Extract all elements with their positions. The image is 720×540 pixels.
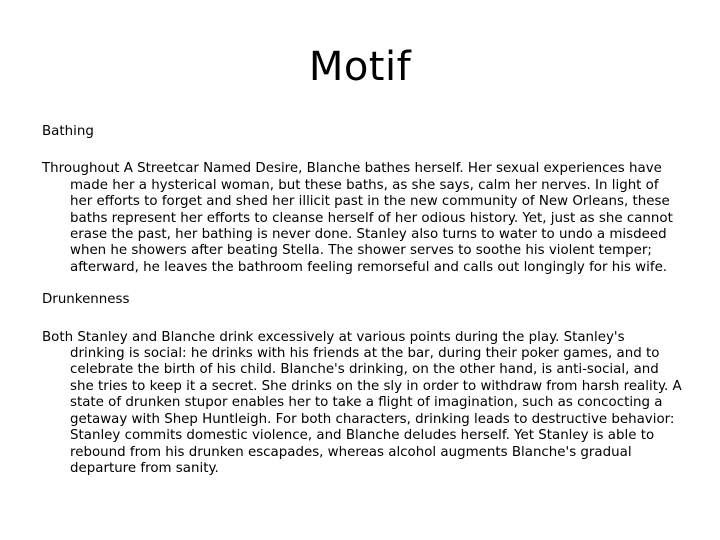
section-heading-bathing: Bathing	[42, 124, 94, 139]
section-text-bathing: Throughout A Streetcar Named Desire, Blanche bathes herself. Her sexual experiences have made her a hysterical woman, but these baths, as she says, calm her nerves. In light of her efforts to forget and shed her illicit past in the new community of New Orleans, these baths represent her efforts to cleanse herself of her odious history. Yet, just as she cannot erase the past, her bathing is never done. Stanley also turns to water to undo a misdeed when he showers after beating Stella. The shower serves to soothe his violent temper; afterward, he leaves the bathroom feeling remorseful and calls out longingly for his wife.	[42, 161, 673, 275]
section-heading-drunkenness: Drunkenness	[42, 292, 130, 308]
slide-body	[42, 124, 682, 493]
section-text-drunkenness: Both Stanley and Blanche drink excessively at various points during the play. Stanley's drinking is social: he drinks with his friends at the bar, during their poker games, and to celebrate the birth of his child. Blanche's drinking, on the other hand, is anti-social, and she tries to keep it a secret. She drinks on the sly in order to withdraw from harsh reality. A state of drunken stupor enables her to take a flight of imagination, such as concocting a getaway with Shep Huntleigh. For both characters, drinking leads to destructive behavior: Stanley commits domestic violence, and Blanche deludes herself. Yet Stanley is able to rebound from his drunken escapades, whereas alcohol augments Blanche's gradual departure from sanity.	[42, 329, 682, 476]
slide-title: Motif	[308, 44, 412, 90]
